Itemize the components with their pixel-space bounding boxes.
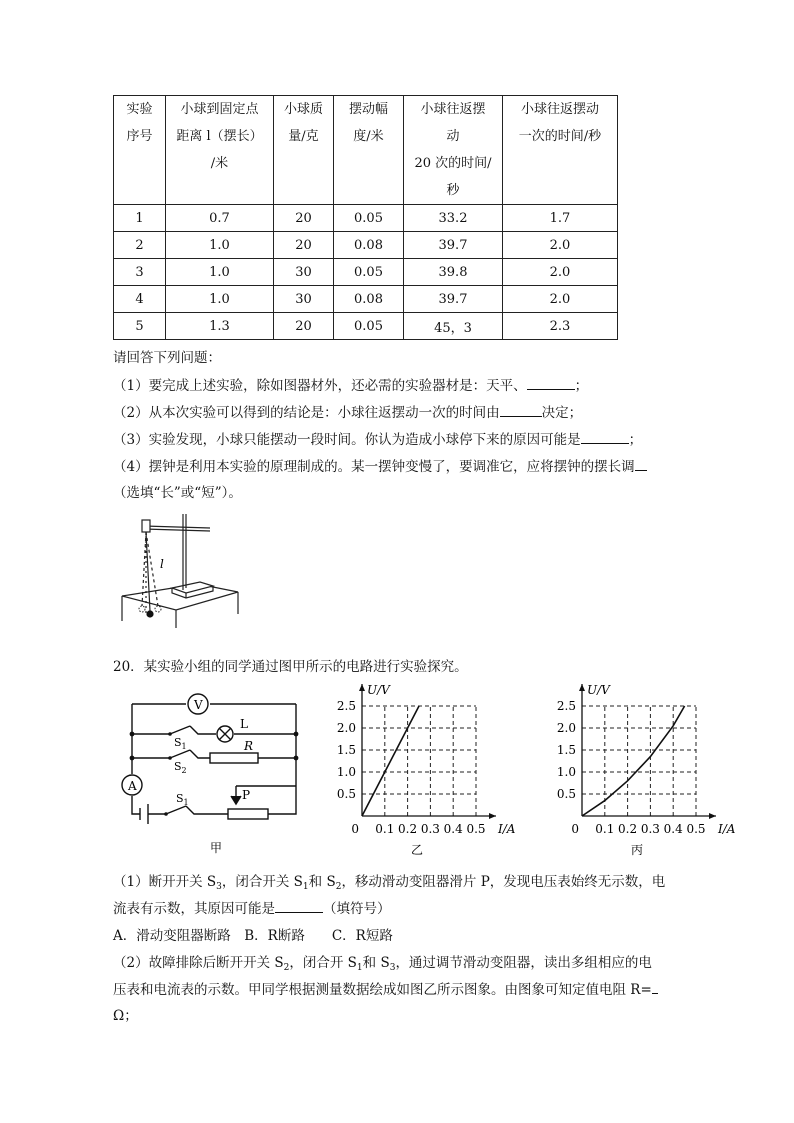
y-tick-label: 1.5 <box>336 743 356 757</box>
length-label: l <box>160 557 164 571</box>
pendulum-ball <box>146 610 153 617</box>
header-text: 摆动幅 度/米 <box>348 102 388 144</box>
header-cell <box>334 96 404 205</box>
pendulum-apparatus-figure <box>118 506 240 634</box>
slider-arrow-head <box>231 796 241 804</box>
table-cell: 2.3 <box>503 313 618 340</box>
switch-s1-label: $S_1$ <box>174 736 187 751</box>
table-header-row <box>114 96 618 205</box>
pendulum-string-dashed <box>142 532 146 606</box>
table-cell: 3 <box>114 259 166 286</box>
junction-dot <box>130 732 135 737</box>
pendulum-ball-ghost <box>139 606 145 612</box>
x-axis-arrow <box>489 813 496 819</box>
table-cell: 33.2 <box>404 205 503 232</box>
table-cell: 0.05 <box>334 205 404 232</box>
table-cell: 2 <box>114 232 166 259</box>
q20-part2-line2: 压表和电流表的示数。甲同学根据测量数据绘成如图乙所示图象。由图象可知定值电阻 R= <box>113 978 658 998</box>
q19-part1-end: ； <box>574 378 589 394</box>
table-cell: 39.8 <box>404 259 503 286</box>
circuit-diagram <box>118 686 308 856</box>
q19-prompt: 请回答下列问题： <box>113 350 221 366</box>
table-cell: 4 <box>114 286 166 313</box>
table-cell: 20 <box>274 313 334 340</box>
wire <box>148 806 228 814</box>
graph-bing <box>545 678 745 858</box>
table-row <box>114 232 618 259</box>
q20-part2-line1: （2）故障排除后断开开关 $S_2$，闭合开 $S_1$和 $S_3$，通过调节滑动变阻器，读出多组相应的电 <box>113 955 652 973</box>
x-axis-label: I/A <box>718 822 736 836</box>
switch-s2-blade[interactable] <box>170 750 190 758</box>
switch-s1-blade[interactable] <box>170 726 190 734</box>
table-cell: 2.0 <box>503 286 618 313</box>
table-cell: 39.7 <box>404 232 503 259</box>
x-tick-label: 0.5 <box>686 822 706 836</box>
rheostat <box>228 809 268 819</box>
y-tick-label: 2.0 <box>336 721 356 735</box>
x-tick-label: 0.4 <box>443 822 463 836</box>
resistor-r <box>210 753 258 763</box>
switch-contact <box>168 732 172 736</box>
y-tick-label: 2.5 <box>336 699 356 713</box>
table-row <box>114 259 618 286</box>
series-line <box>582 706 685 816</box>
q19-part2 <box>113 401 582 421</box>
header-text: 小球往返摆 动 20 次的时间/ 秒 <box>414 102 492 198</box>
table-cell: 2.0 <box>503 259 618 286</box>
table-cell: 30 <box>274 286 334 313</box>
answer-blank[interactable] <box>635 457 647 471</box>
q19-part2-text: （2）从本次实验可以得到的结论是：小球往返摆动一次的时间由 <box>113 405 500 421</box>
graph-yi <box>325 678 525 858</box>
table-cell: 5 <box>114 313 166 340</box>
table-cell: 0.05 <box>334 313 404 340</box>
q20-title: 20．某实验小组的同学通过图甲所示的电路进行实验探究。 <box>113 659 468 675</box>
table-cell: 0.7 <box>166 205 274 232</box>
table-row <box>114 313 618 340</box>
table-cell: 0.05 <box>334 259 404 286</box>
q19-part4-text: （4）摆钟是利用本实验的原理制成的。某一摆钟变慢了，要调准它，应将摆钟的摆长调 <box>113 459 635 475</box>
header-text: 小球质 量/克 <box>283 102 323 144</box>
q19-part4 <box>113 455 647 475</box>
chart-caption: 乙 <box>410 843 424 857</box>
header-cell <box>503 96 618 205</box>
slider-label: P <box>242 788 251 802</box>
chart-caption: 丙 <box>630 843 644 857</box>
table-cell: 30 <box>274 259 334 286</box>
q20-part1-line1: （1）断开开关 $S_3$，闭合开关 $S_1$和 $S_2$，移动滑动变阻器滑片 P，发现电压表始终无示数，电 <box>113 874 666 892</box>
q19-part2-end: 决定； <box>541 405 583 421</box>
wire <box>132 726 296 734</box>
table-cell: 2.0 <box>503 232 618 259</box>
wire <box>132 796 140 814</box>
table-cell: 1.0 <box>166 232 274 259</box>
header-cell <box>274 96 334 205</box>
y-axis-label: U/V <box>367 683 390 697</box>
ammeter-label: A <box>128 779 137 793</box>
lamp-label: L <box>240 717 248 731</box>
header-cell <box>114 96 166 205</box>
x-axis-arrow <box>709 813 716 819</box>
y-tick-label: 1.5 <box>556 743 576 757</box>
table-cell: 1.0 <box>166 286 274 313</box>
resistor-label: R <box>244 739 254 753</box>
header-cell <box>166 96 274 205</box>
y-tick-label: 2.0 <box>556 721 576 735</box>
table-row <box>114 286 618 313</box>
y-tick-label: 1.0 <box>336 765 356 779</box>
stand-rod <box>183 514 186 590</box>
junction-dot <box>130 756 135 761</box>
q20-part1-line2: 流表有示数，其原因可能是 （填符号） <box>113 901 391 917</box>
answer-blank[interactable] <box>500 403 542 417</box>
q19-part1-text: （1）要完成上述实验，除如图器材外，还必需的实验器材是：天平、 <box>113 378 527 394</box>
series-line <box>362 706 419 816</box>
x-tick-label: 0.1 <box>375 822 395 836</box>
q20-part2-line3: Ω； <box>113 1008 138 1024</box>
pendulum-ball-ghost <box>155 606 161 612</box>
wire <box>268 704 296 814</box>
pendulum-data-table <box>113 95 618 340</box>
table-cell: 1 <box>114 205 166 232</box>
q19-part1 <box>113 374 588 394</box>
table-cell: 39.7 <box>404 286 503 313</box>
table-cell: 20 <box>274 205 334 232</box>
answer-blank[interactable] <box>275 899 323 913</box>
header-text: 小球到固定点 距离 l（摆长） /米 <box>176 102 263 171</box>
x-tick-label: 0.3 <box>640 822 660 836</box>
header-cell <box>404 96 503 205</box>
answer-blank[interactable] <box>581 430 629 444</box>
header-text: 实验 序号 <box>126 102 153 144</box>
battery <box>140 804 148 824</box>
table-cell: 1.0 <box>166 259 274 286</box>
origin-label: 0 <box>571 822 579 836</box>
table-cell: 1.7 <box>503 205 618 232</box>
y-tick-label: 0.5 <box>336 787 356 801</box>
junction-dot <box>294 756 299 761</box>
header-text: 小球往返摆动 一次的时间/秒 <box>518 102 602 144</box>
table-cell: 1.3 <box>166 313 274 340</box>
origin-label: 0 <box>351 822 359 836</box>
y-tick-label: 2.5 <box>556 699 576 713</box>
switch-contact <box>164 812 168 816</box>
q19-part3 <box>113 428 642 448</box>
x-tick-label: 0.2 <box>618 822 638 836</box>
q19-part3-text: （3）实验发现，小球只能摆动一段时间。你认为造成小球停下来的原因可能是 <box>113 432 581 448</box>
x-tick-label: 0.3 <box>420 822 440 836</box>
switch-contact <box>168 756 172 760</box>
x-tick-label: 0.4 <box>663 822 683 836</box>
table-cell: 45，3 <box>404 313 503 340</box>
x-axis-label: I/A <box>498 822 516 836</box>
stand-base <box>172 582 213 593</box>
table-row <box>114 205 618 232</box>
y-tick-label: 1.0 <box>556 765 576 779</box>
junction-dot <box>294 732 299 737</box>
y-tick-label: 0.5 <box>556 787 576 801</box>
wire <box>132 750 296 758</box>
y-axis-arrow <box>579 684 585 691</box>
cross-arm <box>144 526 210 531</box>
switch-s2-label: $S_2$ <box>174 760 187 775</box>
answer-blank[interactable] <box>652 980 658 994</box>
y-axis-arrow <box>359 684 365 691</box>
voltmeter-label: V <box>194 698 203 712</box>
y-axis-label: U/V <box>587 683 610 697</box>
x-tick-label: 0.2 <box>398 822 418 836</box>
switch-s3-label: $S_1$ <box>176 792 189 807</box>
table-cell: 20 <box>274 232 334 259</box>
table-cell: 0.08 <box>334 286 404 313</box>
q19-part4-line2: （选填“长”或“短”）。 <box>113 485 242 501</box>
clamp <box>142 520 150 532</box>
switch-s3-blade[interactable] <box>166 806 186 814</box>
circuit-caption: 甲 <box>210 841 223 855</box>
q20-part1-options: A．滑动变阻器断路 B．R断路 C．R短路 <box>113 928 393 944</box>
answer-blank[interactable] <box>527 376 575 390</box>
table-cell: 0.08 <box>334 232 404 259</box>
q19-part3-end: ； <box>628 432 643 448</box>
x-tick-label: 0.1 <box>595 822 615 836</box>
x-tick-label: 0.5 <box>466 822 486 836</box>
